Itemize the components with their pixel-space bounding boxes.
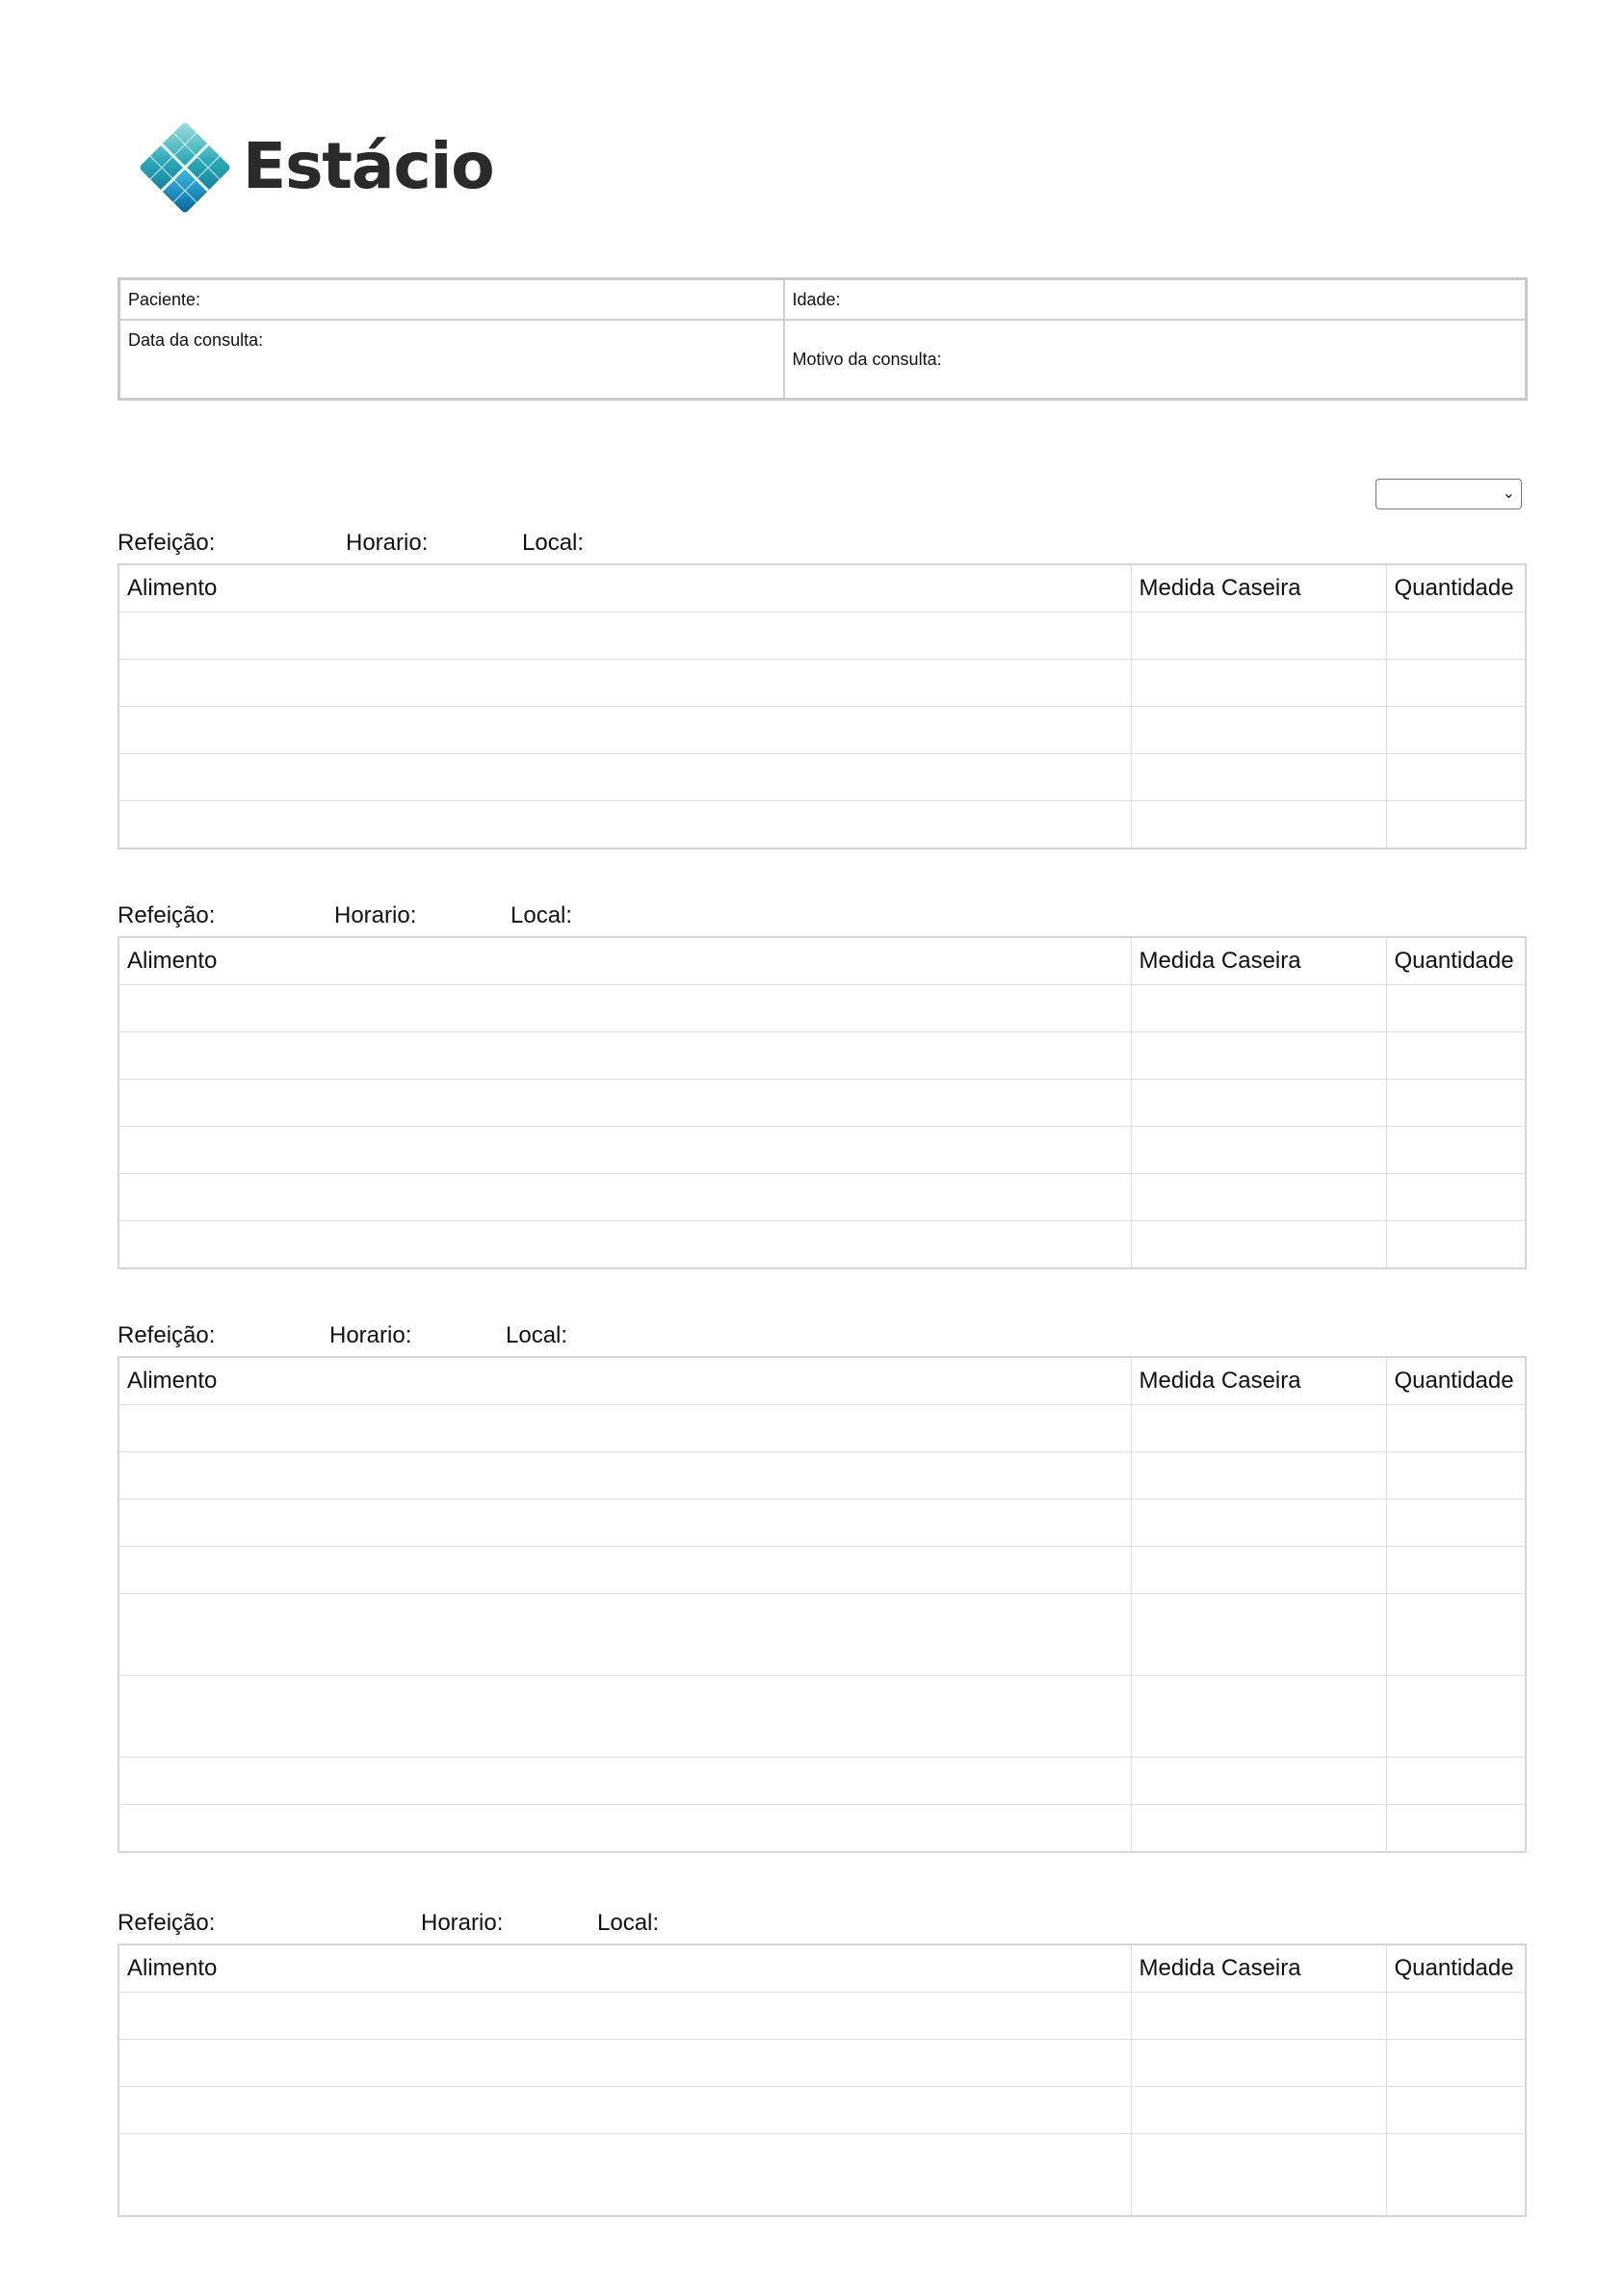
medida-cell[interactable] xyxy=(1131,1221,1386,1269)
meal-2-refeicao-label: Refeição: xyxy=(118,902,216,928)
alimento-cell[interactable] xyxy=(118,801,1131,849)
medida-cell[interactable] xyxy=(1131,1594,1386,1676)
medida-cell[interactable] xyxy=(1131,707,1386,754)
quantidade-header: Quantidade xyxy=(1386,564,1526,613)
alimento-cell[interactable] xyxy=(118,2134,1131,2217)
medida-header: Medida Caseira xyxy=(1131,937,1386,985)
quantidade-cell[interactable] xyxy=(1386,1547,1526,1594)
brand-name: Estácio xyxy=(243,123,494,210)
alimento-cell[interactable] xyxy=(118,613,1131,660)
alimento-cell[interactable] xyxy=(118,1032,1131,1080)
medida-cell[interactable] xyxy=(1131,801,1386,849)
medida-cell[interactable] xyxy=(1131,1758,1386,1805)
quantidade-cell[interactable] xyxy=(1386,1594,1526,1676)
alimento-cell[interactable] xyxy=(118,1993,1131,2040)
quantidade-header: Quantidade xyxy=(1386,1944,1526,1993)
table-row[interactable] xyxy=(118,660,1526,707)
alimento-header: Alimento xyxy=(118,564,1131,613)
table-row[interactable] xyxy=(118,1174,1526,1221)
alimento-cell[interactable] xyxy=(118,1174,1131,1221)
medida-cell[interactable] xyxy=(1131,985,1386,1032)
meal-4-table xyxy=(118,1944,1527,2217)
alimento-cell[interactable] xyxy=(118,1221,1131,1269)
meal-2-horario-label: Horario: xyxy=(334,902,417,928)
meal-4-local-label: Local: xyxy=(597,1910,660,1936)
quantidade-header: Quantidade xyxy=(1386,1357,1526,1405)
meal-3-horario-label: Horario: xyxy=(329,1322,412,1348)
alimento-cell[interactable] xyxy=(118,985,1131,1032)
quantidade-cell[interactable] xyxy=(1386,1032,1526,1080)
quantidade-cell[interactable] xyxy=(1386,2134,1526,2217)
quantidade-cell[interactable] xyxy=(1386,1452,1526,1500)
meal-4-refeicao-label: Refeição: xyxy=(118,1910,216,1936)
medida-cell[interactable] xyxy=(1131,2134,1386,2217)
table-row[interactable] xyxy=(118,1758,1526,1805)
alimento-cell[interactable] xyxy=(118,1805,1131,1853)
table-row[interactable] xyxy=(118,1676,1526,1758)
meal-2-table xyxy=(118,936,1527,1269)
medida-header: Medida Caseira xyxy=(1131,564,1386,613)
medida-cell[interactable] xyxy=(1131,1405,1386,1452)
alimento-header: Alimento xyxy=(118,1944,1131,1993)
table-row[interactable] xyxy=(118,1080,1526,1127)
quantidade-header: Quantidade xyxy=(1386,937,1526,985)
medida-cell[interactable] xyxy=(1131,754,1386,801)
quantidade-cell[interactable] xyxy=(1386,1221,1526,1269)
table-row[interactable] xyxy=(118,2040,1526,2087)
motivo-consulta-field[interactable]: Motivo da consulta: xyxy=(784,320,1527,400)
alimento-cell[interactable] xyxy=(118,707,1131,754)
medida-cell[interactable] xyxy=(1131,1174,1386,1221)
quantidade-cell[interactable] xyxy=(1386,1500,1526,1547)
medida-cell[interactable] xyxy=(1131,1032,1386,1080)
table-row[interactable] xyxy=(118,1547,1526,1594)
table-row[interactable] xyxy=(118,2134,1526,2217)
table-row[interactable] xyxy=(118,613,1526,660)
alimento-cell[interactable] xyxy=(118,1500,1131,1547)
quantidade-cell[interactable] xyxy=(1386,1676,1526,1758)
table-row[interactable] xyxy=(118,1405,1526,1452)
alimento-header: Alimento xyxy=(118,1357,1131,1405)
meal-2-local-label: Local: xyxy=(511,902,573,928)
table-row[interactable] xyxy=(118,985,1526,1032)
medida-cell[interactable] xyxy=(1131,1080,1386,1127)
idade-field[interactable]: Idade: xyxy=(784,279,1527,321)
paciente-field[interactable]: Paciente: xyxy=(119,279,784,321)
meal-4-horario-label: Horario: xyxy=(421,1910,504,1936)
table-row[interactable] xyxy=(118,1594,1526,1676)
medida-header: Medida Caseira xyxy=(1131,1357,1386,1405)
medida-cell[interactable] xyxy=(1131,1993,1386,2040)
alimento-cell[interactable] xyxy=(118,2040,1131,2087)
quantidade-cell[interactable] xyxy=(1386,1174,1526,1221)
medida-cell[interactable] xyxy=(1131,1127,1386,1174)
medida-cell[interactable] xyxy=(1131,1547,1386,1594)
quantidade-cell[interactable] xyxy=(1386,1758,1526,1805)
table-row[interactable] xyxy=(118,1993,1526,2040)
table-row[interactable] xyxy=(118,707,1526,754)
table-row[interactable] xyxy=(118,1452,1526,1500)
quantidade-cell[interactable] xyxy=(1386,2087,1526,2134)
alimento-cell[interactable] xyxy=(118,660,1131,707)
table-row[interactable] xyxy=(118,2087,1526,2134)
meal-3-table xyxy=(118,1356,1527,1853)
data-consulta-field[interactable]: Data da consulta: xyxy=(119,320,784,400)
quantidade-cell[interactable] xyxy=(1386,1805,1526,1853)
medida-cell[interactable] xyxy=(1131,660,1386,707)
meal-3-refeicao-label: Refeição: xyxy=(118,1322,216,1348)
meal-select-dropdown[interactable] xyxy=(1375,479,1522,509)
quantidade-cell[interactable] xyxy=(1386,707,1526,754)
table-row[interactable] xyxy=(118,1221,1526,1269)
alimento-cell[interactable] xyxy=(118,1547,1131,1594)
quantidade-cell[interactable] xyxy=(1386,1080,1526,1127)
meal-1-table xyxy=(118,563,1527,849)
patient-info-table xyxy=(118,277,1528,401)
alimento-cell[interactable] xyxy=(118,1594,1131,1676)
quantidade-cell[interactable] xyxy=(1386,660,1526,707)
meal-1-horario-label: Horario: xyxy=(346,530,429,556)
alimento-cell[interactable] xyxy=(118,1127,1131,1174)
table-row[interactable] xyxy=(118,1032,1526,1080)
alimento-header: Alimento xyxy=(118,937,1131,985)
meal-1-local-label: Local: xyxy=(522,530,585,556)
alimento-cell[interactable] xyxy=(118,2087,1131,2134)
quantidade-cell[interactable] xyxy=(1386,1993,1526,2040)
alimento-cell[interactable] xyxy=(118,1405,1131,1452)
medida-cell[interactable] xyxy=(1131,1452,1386,1500)
table-row[interactable] xyxy=(118,801,1526,849)
quantidade-cell[interactable] xyxy=(1386,754,1526,801)
quantidade-cell[interactable] xyxy=(1386,1127,1526,1174)
meal-3-local-label: Local: xyxy=(506,1322,568,1348)
medida-cell[interactable] xyxy=(1131,1676,1386,1758)
meal-1-refeicao-label: Refeição: xyxy=(118,530,216,556)
quantidade-cell[interactable] xyxy=(1386,985,1526,1032)
quantidade-cell[interactable] xyxy=(1386,1405,1526,1452)
quantidade-cell[interactable] xyxy=(1386,801,1526,849)
alimento-cell[interactable] xyxy=(118,754,1131,801)
table-row[interactable] xyxy=(118,754,1526,801)
alimento-cell[interactable] xyxy=(118,1676,1131,1758)
medida-cell[interactable] xyxy=(1131,1500,1386,1547)
alimento-cell[interactable] xyxy=(118,1452,1131,1500)
table-row[interactable] xyxy=(118,1500,1526,1547)
medida-header: Medida Caseira xyxy=(1131,1944,1386,1993)
table-row[interactable] xyxy=(118,1805,1526,1853)
alimento-cell[interactable] xyxy=(118,1080,1131,1127)
medida-cell[interactable] xyxy=(1131,1805,1386,1853)
medida-cell[interactable] xyxy=(1131,613,1386,660)
quantidade-cell[interactable] xyxy=(1386,2040,1526,2087)
medida-cell[interactable] xyxy=(1131,2040,1386,2087)
table-row[interactable] xyxy=(118,1127,1526,1174)
chevron-down-icon: ⌄ xyxy=(1502,485,1515,502)
medida-cell[interactable] xyxy=(1131,2087,1386,2134)
quantidade-cell[interactable] xyxy=(1386,613,1526,660)
alimento-cell[interactable] xyxy=(118,1758,1131,1805)
